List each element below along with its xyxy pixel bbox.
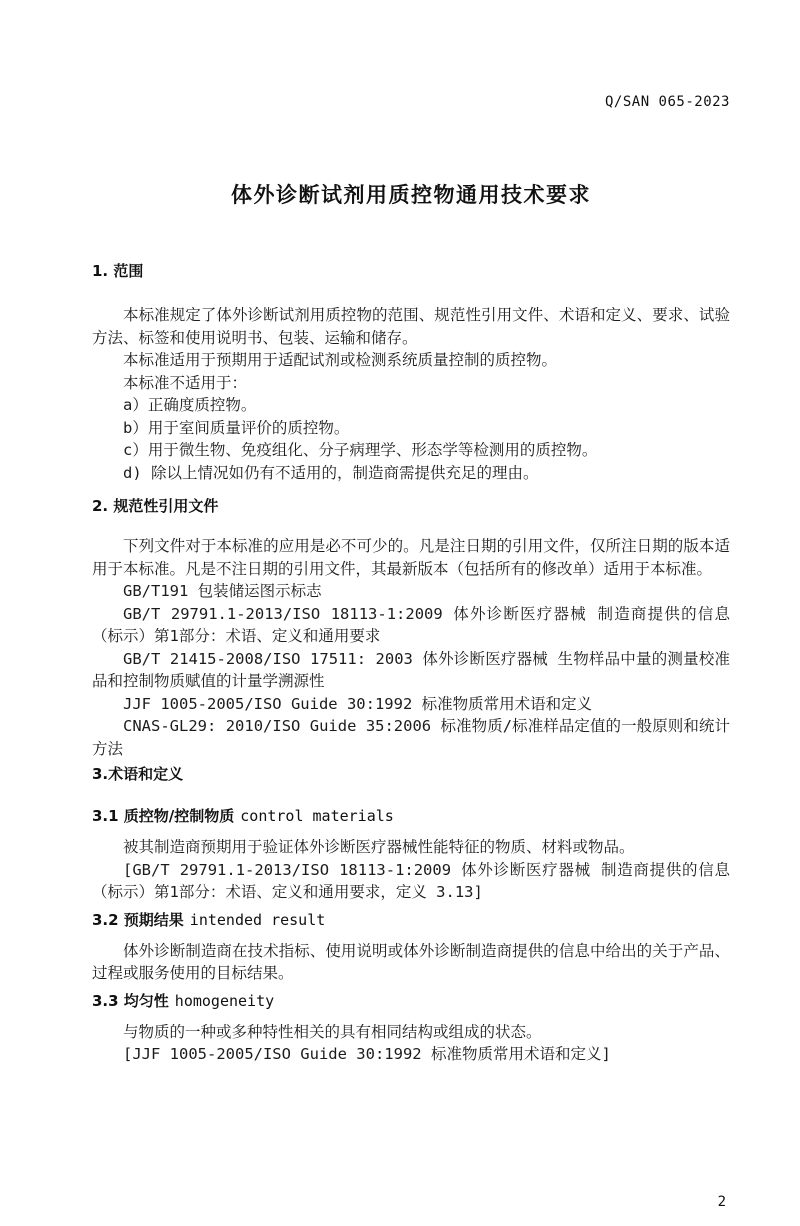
section-2-heading: 2. 规范性引用文件 xyxy=(92,497,219,515)
subsection-3-2-paragraph: 体外诊断制造商在技术指标、使用说明或体外诊断制造商提供的信息中给出的关于产品、过程或服务使用的目标结果。 xyxy=(92,941,730,982)
section-3-heading: 3.术语和定义 xyxy=(92,765,184,783)
section-1-paragraph: 本标准适用于预期用于适配试剂或检测系统质量控制的质控物。 xyxy=(123,351,558,369)
list-item-c: c）用于微生物、免疫组化、分子病理学、形态学等检测用的质控物。 xyxy=(123,441,598,459)
list-item-d: d) 除以上情况如仍有不适用的，制造商需提供充足的理由。 xyxy=(123,463,539,482)
reference-item: CNAS-GL29: 2010/ISO Guide 35:2006 标准物质/标准样品定值的一般原则和统计方法 xyxy=(92,717,730,758)
subsection-3-2-heading xyxy=(92,910,730,930)
subsection-3-3-paragraph: 与物质的一种或多种特性相关的具有相同结构或组成的状态。 xyxy=(123,1022,542,1041)
subsection-3-3-citation: [JJF 1005-2005/ISO Guide 30:1992 标准物质常用术语和定义] xyxy=(123,1045,611,1063)
page-title: 体外诊断试剂用质控物通用技术要求 xyxy=(231,183,591,207)
reference-item: GB/T191 包装储运图示标志 xyxy=(123,582,322,600)
section-1-paragraph: 本标准不适用于： xyxy=(123,373,248,392)
list-item-b: b）用于室间质量评价的质控物。 xyxy=(123,418,350,437)
list-item-a: a）正确度质控物。 xyxy=(123,396,257,414)
reference-item: GB/T 29791.1-2013/ISO 18113-1:2009 体外诊断医疗器械 制造商提供的信息（标示）第1部分：术语、定义和通用要求 xyxy=(92,604,730,645)
subsection-3-1-heading xyxy=(92,806,730,826)
subsection-3-2-heading-zh: 3.2 预期结果 xyxy=(92,910,184,929)
subsection-3-3-heading-en: homogeneity xyxy=(174,991,275,1010)
document-page xyxy=(0,95,800,1226)
subsection-3-3-heading-zh: 3.3 均匀性 xyxy=(92,991,169,1010)
section-2-paragraph: 下列文件对于本标准的应用是必不可少的。凡是注日期的引用文件，仅所注日期的版本适用于本标准。凡是不注日期的引用文件，其最新版本（包括所有的修改单）适用于本标准。 xyxy=(92,537,730,578)
subsection-3-3-heading xyxy=(92,991,730,1011)
subsection-3-1-heading-zh: 3.1 质控物/控制物质 xyxy=(92,807,235,825)
reference-item: JJF 1005-2005/ISO Guide 30:1992 标准物质常用术语和定义 xyxy=(123,694,593,713)
section-1-paragraph: 本标准规定了体外诊断试剂用质控物的范围、规范性引用文件、术语和定义、要求、试验方法、标签和使用说明书、包装、运输和储存。 xyxy=(92,306,730,347)
section-1-heading: 1. 范围 xyxy=(92,262,144,280)
page-number: 2 xyxy=(717,1194,726,1210)
subsection-3-1-citation: [GB/T 29791.1-2013/ISO 18113-1:2009 体外诊断医疗器械 制造商提供的信息（标示）第1部分：术语、定义和通用要求，定义 3.13] xyxy=(92,860,730,901)
subsection-3-1-heading-en: control materials xyxy=(240,807,394,825)
doc-number: Q/SAN 065-2023 xyxy=(604,94,730,110)
subsection-3-1-paragraph: 被其制造商预期用于验证体外诊断医疗器械性能特征的物质、材料或物品。 xyxy=(123,838,635,856)
subsection-3-2-heading-en: intended result xyxy=(189,910,326,929)
reference-item: GB/T 21415-2008/ISO 17511: 2003 体外诊断医疗器械 生物样品中量的测量校准品和控制物质赋值的计量学溯源性 xyxy=(92,649,730,690)
